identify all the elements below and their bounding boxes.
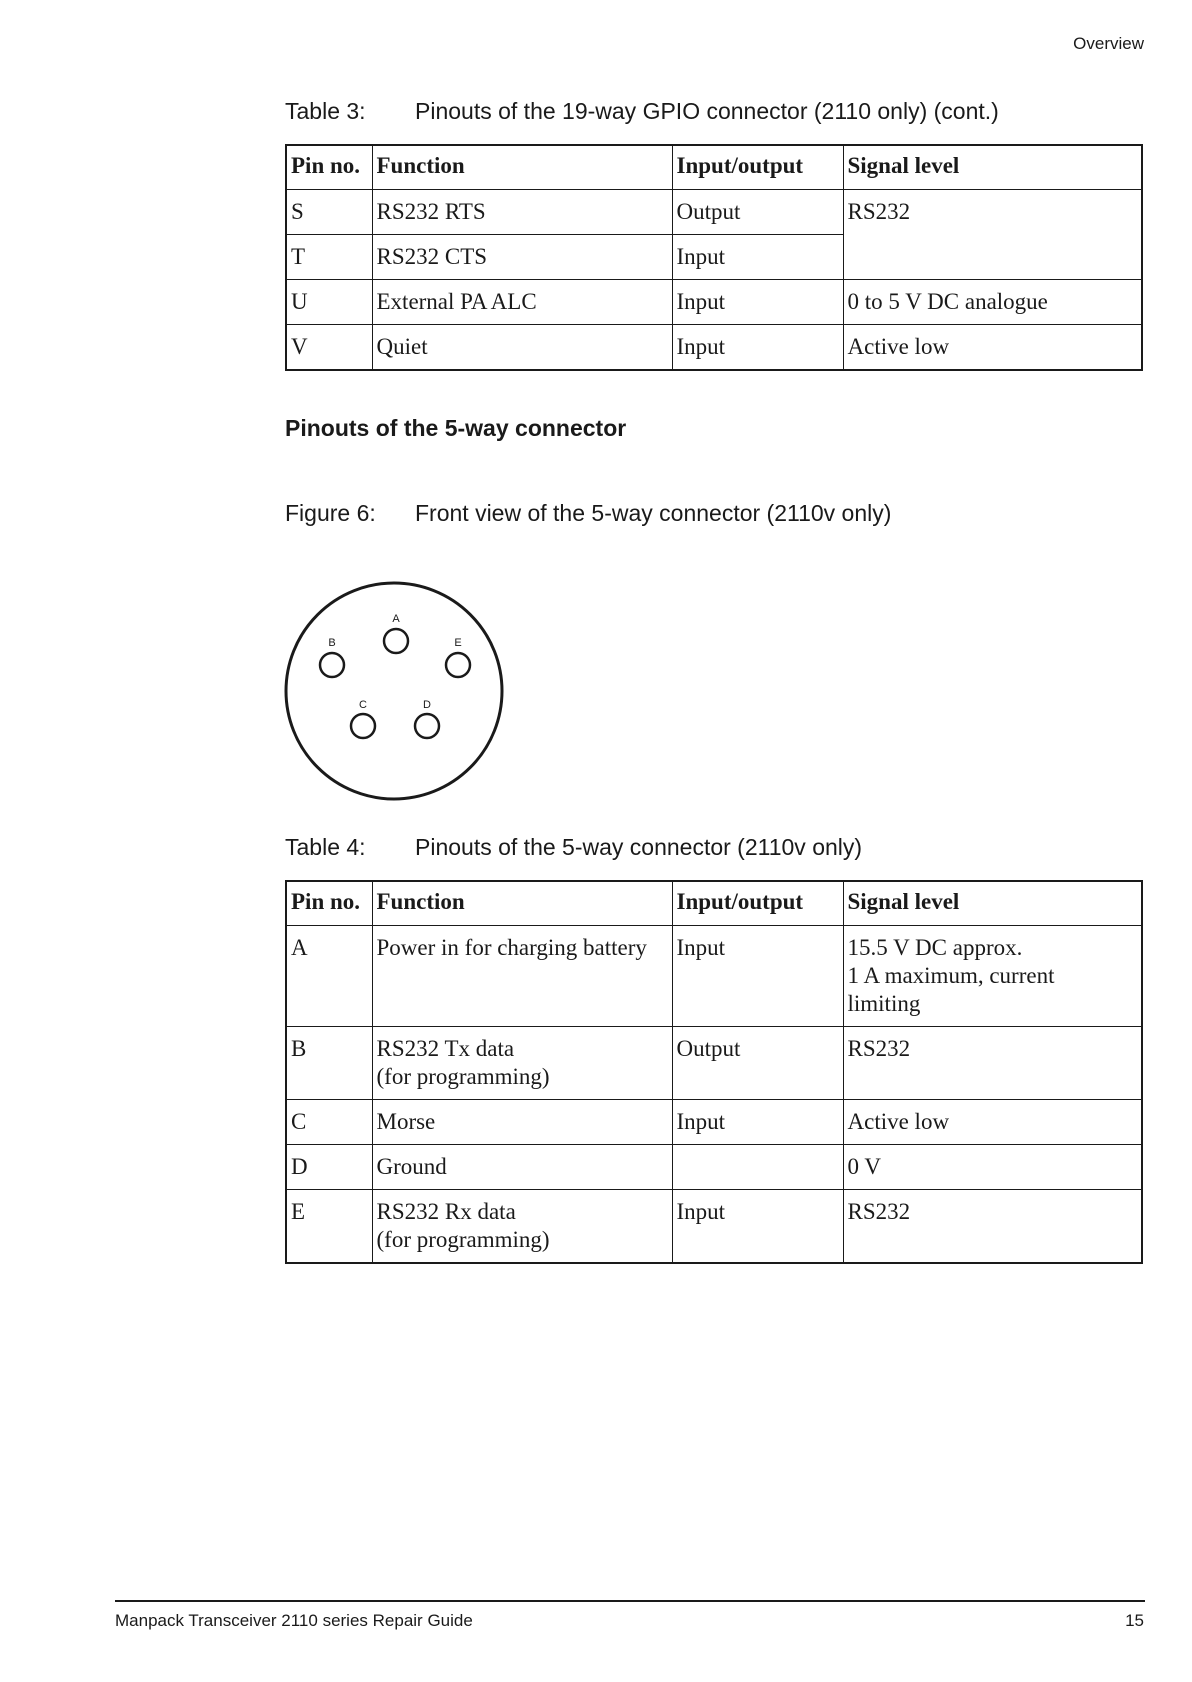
signal-line: 1 A maximum, current <box>847 962 1055 988</box>
page-number: 15 <box>1125 1611 1144 1630</box>
table-row <box>286 1144 1142 1189</box>
cell-function: Power in for charging battery <box>372 925 672 1026</box>
cell-pin: C <box>286 1099 372 1144</box>
cell-function <box>372 1026 672 1099</box>
figure6-label: Figure 6: <box>285 500 376 526</box>
pin-label-c: C <box>359 699 367 711</box>
cell-function: Morse <box>372 1099 672 1144</box>
cell-pin: S <box>286 189 372 234</box>
cell-pin: B <box>286 1026 372 1099</box>
cell-io <box>672 1144 843 1189</box>
table-row <box>286 189 1142 234</box>
cell-function: Quiet <box>372 324 672 370</box>
cell-signal: 0 V <box>843 1144 1142 1189</box>
table-header-row <box>286 145 1142 189</box>
function-line: (for programming) <box>376 1063 550 1089</box>
cell-pin: D <box>286 1144 372 1189</box>
figure6-title: Front view of the 5-way connector (2110v only) <box>415 500 892 526</box>
signal-line: 15.5 V DC approx. <box>847 934 1023 960</box>
pin-c <box>351 714 375 738</box>
table-row <box>286 279 1142 324</box>
header-function: Function <box>372 881 672 925</box>
pin-label-a: A <box>392 613 400 625</box>
table4-title: Pinouts of the 5-way connector (2110v only) <box>415 834 863 860</box>
function-line: RS232 Rx data <box>376 1198 516 1224</box>
table-header-row <box>286 881 1142 925</box>
cell-function: RS232 RTS <box>372 189 672 234</box>
cell-signal: 0 to 5 V DC analogue <box>843 279 1142 324</box>
cell-signal: RS232 <box>843 189 1142 279</box>
pin-e <box>446 653 470 677</box>
cell-function <box>372 1189 672 1263</box>
table3-label: Table 3: <box>285 98 366 124</box>
cell-io: Input <box>672 1189 843 1263</box>
header-io: Input/output <box>672 881 843 925</box>
cell-pin: E <box>286 1189 372 1263</box>
signal-line: limiting <box>847 990 921 1016</box>
cell-io: Input <box>672 234 843 279</box>
figure6-caption <box>285 500 891 527</box>
cell-io: Input <box>672 925 843 1026</box>
cell-pin: A <box>286 925 372 1026</box>
header-pin: Pin no. <box>286 881 372 925</box>
running-header: Overview <box>1073 34 1144 53</box>
footer-title: Manpack Transceiver 2110 series Repair Guide <box>115 1611 473 1630</box>
cell-io: Output <box>672 1026 843 1099</box>
table-row <box>286 1099 1142 1144</box>
footer-divider <box>115 1600 1145 1602</box>
table3 <box>285 144 1143 371</box>
cell-pin: V <box>286 324 372 370</box>
table-row <box>286 1026 1142 1099</box>
pin-b <box>320 653 344 677</box>
five-way-connector-diagram <box>283 580 505 802</box>
cell-function: Ground <box>372 1144 672 1189</box>
table-row <box>286 1189 1142 1263</box>
cell-io: Input <box>672 279 843 324</box>
pin-label-e: E <box>454 637 462 649</box>
cell-signal: Active low <box>843 1099 1142 1144</box>
cell-signal: RS232 <box>843 1026 1142 1099</box>
section-heading: Pinouts of the 5-way connector <box>285 415 627 441</box>
function-line: RS232 Tx data <box>376 1035 515 1061</box>
pin-a <box>384 629 408 653</box>
table3-caption <box>285 98 999 125</box>
cell-signal: Active low <box>843 324 1142 370</box>
table-row <box>286 324 1142 370</box>
table3-title: Pinouts of the 19-way GPIO connector (2110 only) (cont.) <box>415 98 999 124</box>
header-signal: Signal level <box>843 881 1142 925</box>
header-function: Function <box>372 145 672 189</box>
cell-pin: U <box>286 279 372 324</box>
table4 <box>285 880 1143 1264</box>
cell-io: Input <box>672 1099 843 1144</box>
cell-signal: RS232 <box>843 1189 1142 1263</box>
header-io: Input/output <box>672 145 843 189</box>
cell-io: Input <box>672 324 843 370</box>
cell-signal <box>843 925 1142 1026</box>
cell-function: RS232 CTS <box>372 234 672 279</box>
pin-label-b: B <box>328 637 336 649</box>
function-line: (for programming) <box>376 1226 550 1252</box>
cell-function: External PA ALC <box>372 279 672 324</box>
cell-pin: T <box>286 234 372 279</box>
cell-io: Output <box>672 189 843 234</box>
table4-label: Table 4: <box>285 834 366 860</box>
header-pin: Pin no. <box>286 145 372 189</box>
header-signal: Signal level <box>843 145 1142 189</box>
pin-d <box>415 714 439 738</box>
table-row <box>286 925 1142 1026</box>
table4-caption <box>285 834 862 861</box>
pin-label-d: D <box>423 699 431 711</box>
